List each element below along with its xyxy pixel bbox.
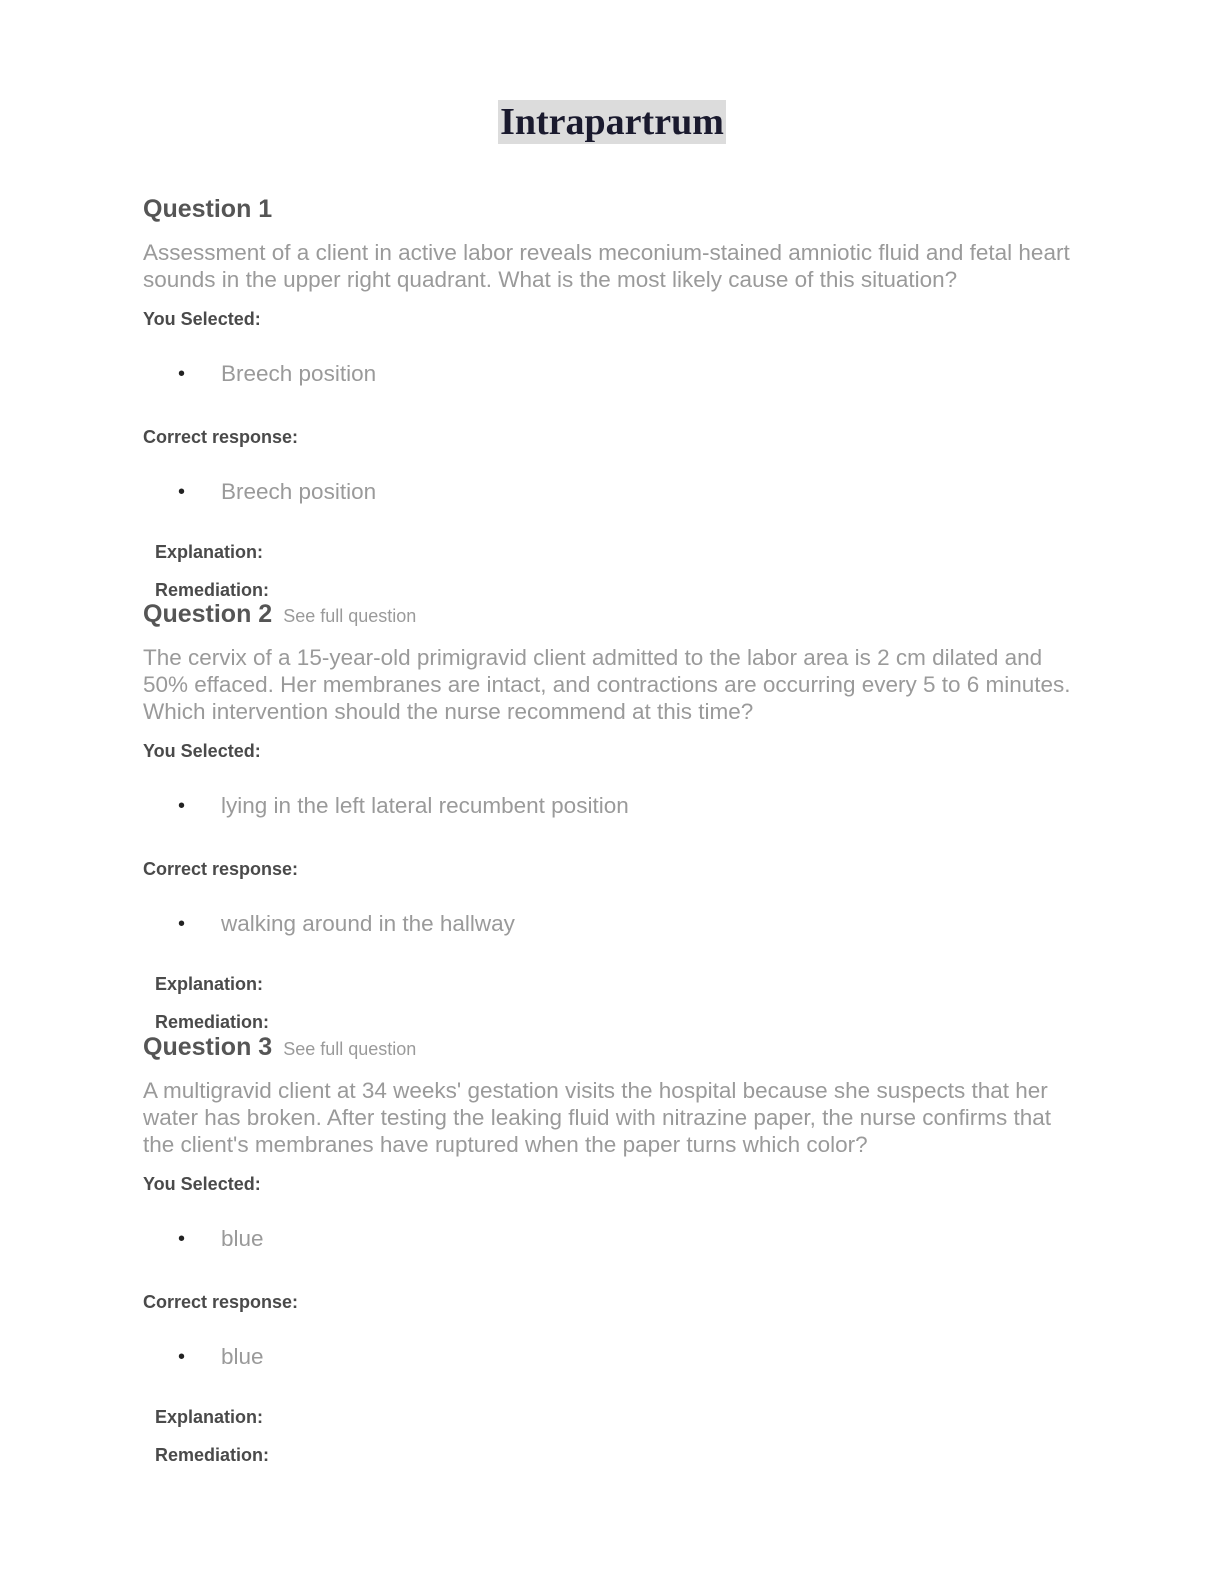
correct-answer [143, 1343, 1083, 1371]
correct-response-label: Correct response: [143, 859, 299, 879]
remediation-label: Remediation: [155, 1445, 270, 1465]
question-block-3 [143, 1032, 1083, 1466]
question-title: Question 2 [143, 600, 273, 628]
correct-answer-text: Breech position [221, 479, 377, 504]
bullet-icon: • [178, 913, 186, 935]
selected-answer [143, 792, 1083, 820]
bullet-icon: • [178, 1228, 186, 1250]
remediation-label: Remediation: [155, 580, 270, 600]
question-header [143, 1032, 1083, 1062]
correct-answer-text: walking around in the hallway [221, 911, 515, 936]
explanation-label: Explanation: [155, 1407, 264, 1427]
you-selected-label: You Selected: [143, 1174, 261, 1194]
selected-answer-text: blue [221, 1226, 264, 1251]
you-selected-label: You Selected: [143, 309, 261, 329]
question-block-2 [143, 599, 1083, 1033]
question-text: The cervix of a 15-year-old primigravid client admitted to the labor area is 2 cm dilated and 50% effaced. Her membranes are intact, and contractions are occurring every 5 to 6 minutes. Which intervention should the nurse recommend at this time? [143, 645, 1071, 724]
remediation-label: Remediation: [155, 1012, 270, 1032]
selected-answer [143, 360, 1083, 388]
see-full-question-link[interactable]: See full question [283, 1039, 417, 1059]
correct-answer [143, 910, 1083, 938]
selected-answer-text: Breech position [221, 361, 377, 386]
bullet-icon: • [178, 795, 186, 817]
correct-answer-text: blue [221, 1344, 264, 1369]
question-title: Question 1 [143, 195, 273, 223]
selected-answer [143, 1225, 1083, 1253]
title-container [0, 100, 1224, 144]
correct-answer [143, 478, 1083, 506]
question-header [143, 599, 1083, 629]
explanation-label: Explanation: [155, 542, 264, 562]
selected-answer-text: lying in the left lateral recumbent position [221, 793, 629, 818]
bullet-icon: • [178, 363, 186, 385]
bullet-icon: • [178, 1346, 186, 1368]
question-text: Assessment of a client in active labor reveals meconium-stained amniotic fluid and fetal heart sounds in the upper right quadrant. What is the most likely cause of this situation? [143, 240, 1070, 292]
see-full-question-link[interactable]: See full question [283, 606, 417, 626]
question-block-1 [143, 194, 1083, 601]
explanation-label: Explanation: [155, 974, 264, 994]
bullet-icon: • [178, 481, 186, 503]
you-selected-label: You Selected: [143, 741, 261, 761]
correct-response-label: Correct response: [143, 1292, 299, 1312]
question-header [143, 194, 1083, 224]
question-title: Question 3 [143, 1033, 273, 1061]
document-title: Intrapartrum [500, 101, 724, 143]
question-text: A multigravid client at 34 weeks' gestation visits the hospital because she suspects that her water has broken. After testing the leaking fluid with nitrazine paper, the nurse confirms that the client's membranes have ruptured when the paper turns which color? [143, 1078, 1051, 1157]
correct-response-label: Correct response: [143, 427, 299, 447]
